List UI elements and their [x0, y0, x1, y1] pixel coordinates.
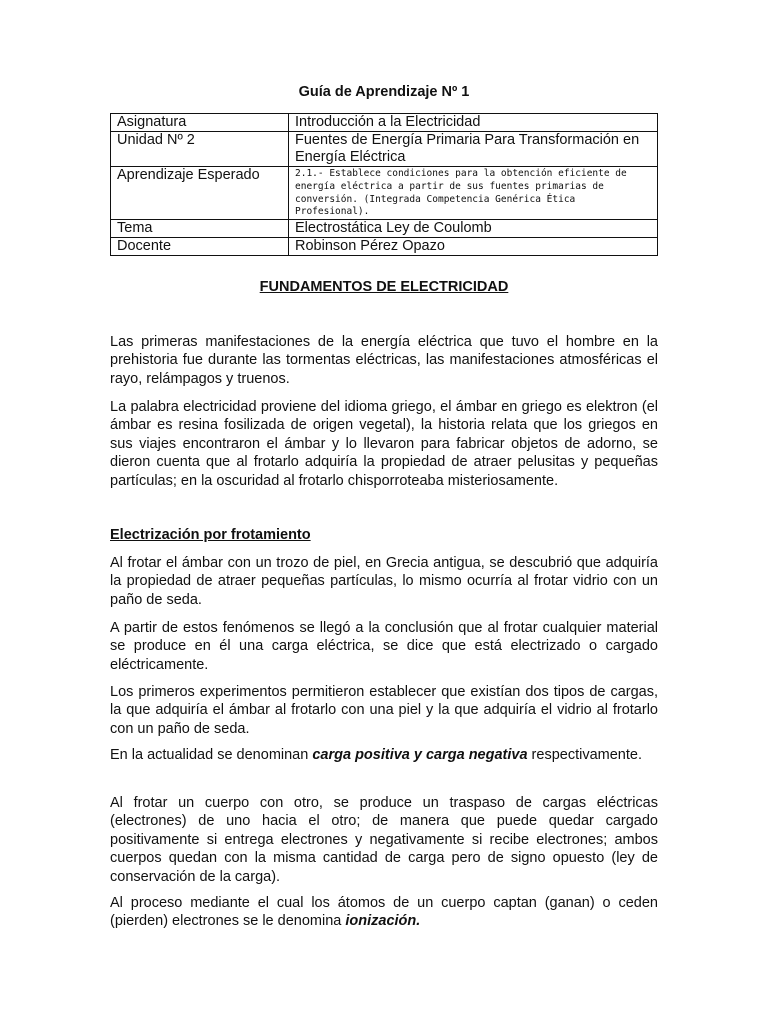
text-span: respectivamente. — [527, 747, 642, 763]
row-value-docente: Robinson Pérez Opazo — [289, 238, 658, 256]
paragraph-electric-charge: A partir de estos fenómenos se llegó a la conclusión que al frotar cualquier material se produce en él una carga eléctrica, se dice que está electrizado o cargado eléctricamente. — [110, 620, 658, 673]
subheading-friction: Electrización por frotamiento — [110, 527, 311, 543]
emphasis-charge-types: carga positiva y carga negativa — [312, 747, 528, 763]
section-title: FUNDAMENTOS DE ELECTRICIDAD — [259, 279, 509, 295]
paragraph-etymology: La palabra electricidad proviene del idioma griego, el ámbar en griego es elektron (el ámbar es resina fosilizada de origen vegetal), la historia relata que los griegos en sus viajes encontraron el ámbar y lo llevaron para fabricar objetos de adorno, se dieron cuenta que al frotarlo adquiría la propiedad de atraer pelusitas y pequeñas partículas; en la oscuridad al frotarlo chisporroteaba misteriosamente. — [110, 399, 658, 489]
paragraph-charge-transfer: Al frotar un cuerpo con otro, se produce un traspaso de cargas eléctricas (electrones) de uno hacia el otro; de manera que puede quedar cargado positivamente si entrega electrones y negativamente si recibe electrones; ambos cuerpos quedan con la misma cantidad de carga pero de signo opuesto (ley de conservación de la carga). — [110, 795, 658, 885]
info-table — [110, 113, 658, 256]
row-label-unidad: Unidad Nº 2 — [111, 132, 289, 167]
table-row — [111, 238, 658, 256]
paragraph-ionization — [110, 894, 658, 931]
table-row — [111, 132, 658, 167]
paragraph-two-charges: Los primeros experimentos permitieron establecer que existían dos tipos de cargas, la que adquiría el ámbar al frotarlo con una piel y la que adquiría el vidrio al frotarlo con un paño de seda. — [110, 684, 658, 737]
row-value-tema: Electrostática Ley de Coulomb — [289, 220, 658, 238]
row-label-docente: Docente — [111, 238, 289, 256]
paragraph-prehistory: Las primeras manifestaciones de la energía eléctrica que tuvo el hombre en la prehistoria fue durante las tormentas eléctricas, las manifestaciones atmosféricas el rayo, relámpagos y truenos. — [110, 334, 658, 387]
row-value-aprendizaje: 2.1.- Establece condiciones para la obtención eficiente de energía eléctrica a partir de sus fuentes primarias de conversión. (Integrada Competencia Genérica Ética Profesional). — [289, 167, 658, 220]
text-span: Al proceso mediante el cual los átomos de un cuerpo captan (ganan) o ceden (pierden) electrones se le denomina — [110, 895, 658, 930]
text-span: En la actualidad se denominan — [110, 747, 313, 763]
paragraph-charge-names — [110, 746, 658, 764]
row-label-asignatura: Asignatura — [111, 114, 289, 132]
paragraph-amber-discovery: Al frotar el ámbar con un trozo de piel, en Grecia antigua, se descubrió que adquiría la propiedad de atraer pequeñas partículas, lo mismo ocurría al frotar vidrio con un paño de seda. — [110, 555, 658, 608]
table-row — [111, 220, 658, 238]
document-title: Guía de Aprendizaje Nº 1 — [298, 84, 470, 100]
emphasis-ionization: ionización. — [345, 913, 421, 930]
table-row — [111, 167, 658, 220]
row-label-tema: Tema — [111, 220, 289, 238]
row-value-asignatura: Introducción a la Electricidad — [289, 114, 658, 132]
table-row — [111, 114, 658, 132]
row-value-unidad: Fuentes de Energía Primaria Para Transformación en Energía Eléctrica — [289, 132, 658, 167]
row-label-aprendizaje: Aprendizaje Esperado — [111, 167, 289, 220]
